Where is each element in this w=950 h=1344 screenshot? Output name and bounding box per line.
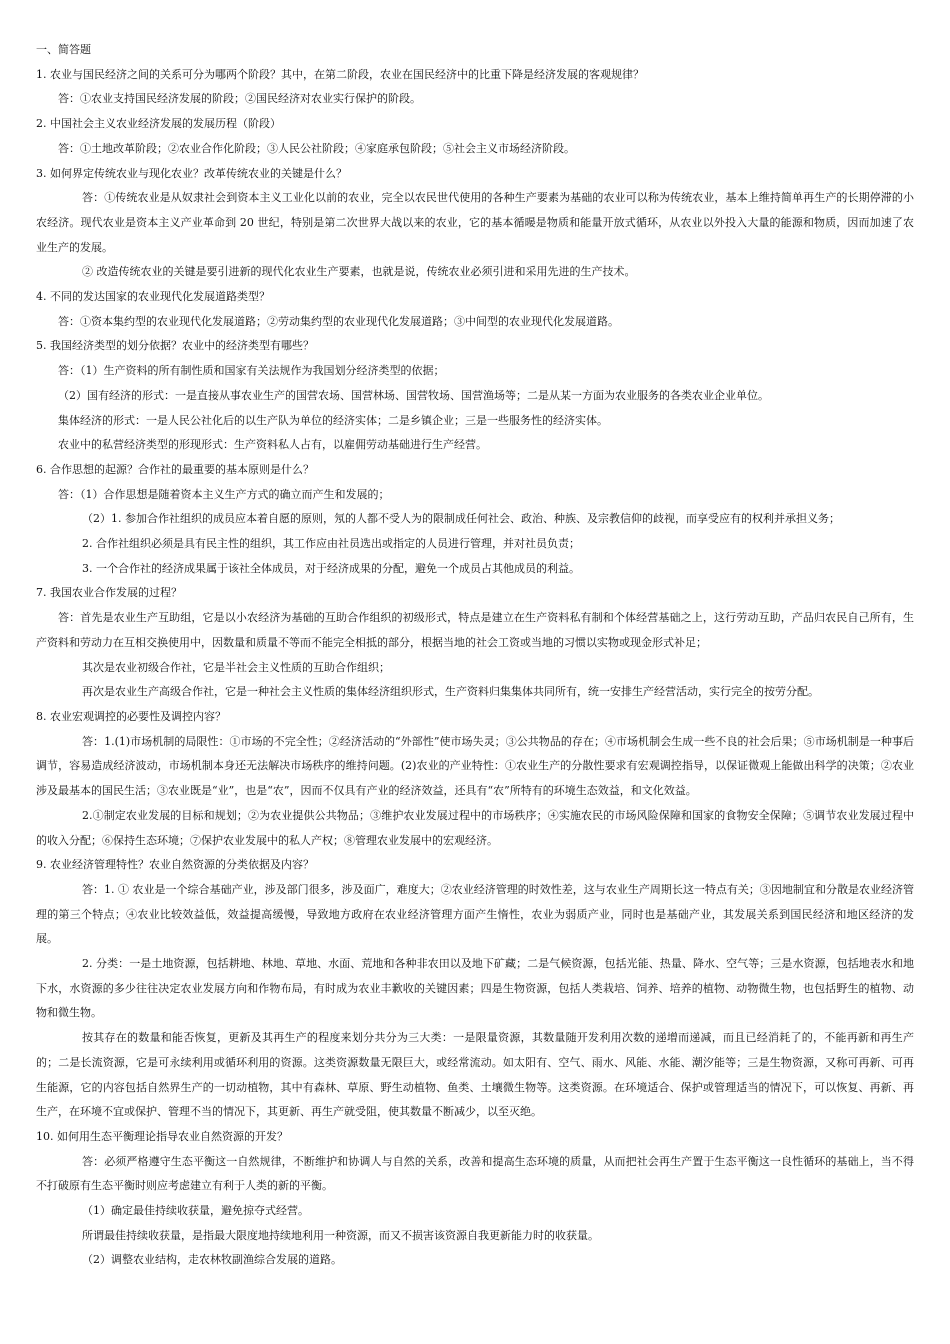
- answer-paragraph: （2）调整农业结构，走农林牧副渔综合发展的道路。: [82, 1253, 342, 1267]
- answer-paragraph: 答：1. ① 农业是一个综合基础产业，涉及部门很多，涉及面广，难度大；②农业经济管理的时效性差，这与农业生产周期长这一特点有关；③因地制宜和分散是农业经济管理的第三个特点；④农业比较效益低，效益提高缓慢，导致地方政府在农业经济管理方面产生惰性，农业为弱质产业，同时也是基础产业，其发展关系到国民经济和地区经济的发展。: [36, 882, 914, 946]
- question-line: 2. 中国社会主义农业经济发展的发展历程（阶段）: [36, 117, 281, 131]
- answer-paragraph: 答：（1）生产资料的所有制性质和国家有关法规作为我国划分经济类型的依据；: [58, 364, 445, 378]
- answer-paragraph: 2.①制定农业发展的目标和规划；②为农业提供公共物品；③维护农业发展过程中的市场秩序；④实施农民的市场风险保障和国家的食物安全保障；⑤调节农业发展过程中的收入分配；⑥保持生态环境；⑦保护农业发展中的私人产权；⑧管理农业发展中的宏观经济。: [36, 808, 914, 847]
- answer-paragraph: 所谓最佳持续收获量，是指最大限度地持续地利用一种资源，而又不损害该资源自我更新能力时的收获量。: [82, 1228, 599, 1242]
- section-heading: 一、简答题: [36, 43, 91, 56]
- document-body: [36, 38, 914, 1273]
- answer-paragraph: 答：必须严格遵守生态平衡这一自然规律，不断维护和协调人与自然的关系，改善和提高生态环境的质量，从而把社会再生产置于生态平衡这一良性循环的基础上，当不得不打破原有生态平衡时则应考虑建立有利于人类的新的平衡。: [36, 1154, 914, 1193]
- answer-paragraph: 2. 合作社组织必须是具有民主性的组织，其工作应由社员选出或指定的人员进行管理，并对社员负责；: [82, 537, 580, 551]
- question-line: 9. 农业经济管理特性？农业自然资源的分类依据及内容？: [36, 858, 314, 872]
- answer-paragraph: （2）1. 参加合作社组织的成员应本着自愿的原则，氖的人都不受人为的限制成任何社会、政治、种族、及宗教信仰的歧视，而享受应有的权利并承担义务；: [82, 512, 840, 526]
- question-line: 5. 我国经济类型的划分依据？农业中的经济类型有哪些？: [36, 339, 314, 353]
- question-line: 3. 如何界定传统农业与现化农业？改革传统农业的关键是什么？: [36, 166, 347, 180]
- answer-paragraph: 2. 分类：一是土地资源，包括耕地、林地、草地、水面、荒地和各种非农田以及地下矿藏；二是气候资源，包括光能、热量、降水、空气等；三是水资源，包括地表水和地下水，水资源的多少往往决定农业发展方向和作物布局，有时成为农业丰歉收的关键因素；四是生物资源，包括人类栽培、饲养、培养的植物、动物微生物，也包括野生的植物、动物和微生物。: [36, 957, 914, 1020]
- answer-paragraph: 答：①传统农业是从奴隶社会到资本主义工业化以前的农业，完全以农民世代使用的各种生产要素为基础的农业可以称为传统农业，基本上维持简单再生产的长期停滞的小农经济。现代农业是资本主义产业革命到 20 世纪，特别是第二次世界大战以来的农业，它的基本循暥是物质和能量开放式循环，从农业以外投入大量的能源和物质，因而加速了农业生产的发展。: [36, 191, 914, 254]
- answer-paragraph: 答：①资本集约型的农业现代化发展道路；②劳动集约型的农业现代化发展道路；③中间型的农业现代化发展道路。: [58, 314, 619, 328]
- question-line: 8. 农业宏观调控的必要性及调控内容？: [36, 709, 226, 723]
- answer-paragraph: 答：①土地改革阶段；②农业合作化阶段；③人民公社阶段；④家庭承包阶段；⑤社会主义市场经济阶段。: [58, 141, 575, 155]
- answer-paragraph: 农业中的私营经济类型的形现形式：生产资料私人占有，以雇佣劳动基础进行生产经营。: [58, 438, 487, 452]
- answer-paragraph: 答：①农业支持国民经济发展的阶段；②国民经济对农业实行保护的阶段。: [58, 92, 421, 106]
- answer-paragraph: 答：（1）合作思想是随着资本主义生产方式的确立而产生和发展的；: [58, 487, 390, 501]
- answer-paragraph: 答：1.(1)市场机制的局限性：①市场的不完全性；②经济活动的“外部性”使市场失灵；③公共物品的存在；④市场机制会生成一些不良的社会后果；⑤市场机制是一种事后调节，容易造成经济波动，市场机制本身还无法解决市场秩序的维持问题。(2)农业的产业特性：①农业生产的分散性要求有宏观调控指导，以保证微观上能做出科学的决策；②农业涉及最基本的国民生活；③农业既是“业”，也是“农”，因而不仅具有产业的经济效益，还具有“农”所特有的环境生态效益，和文化效益。: [36, 734, 914, 798]
- question-line: 7. 我国农业合作发展的过程？: [36, 586, 182, 600]
- answer-paragraph: （1）确定最佳持续收获量，避免掠夺式经营。: [82, 1204, 309, 1218]
- answer-paragraph: 其次是农业初级合作社，它是半社会主义性质的互助合作组织；: [82, 660, 390, 674]
- answer-paragraph: 答：首先是农业生产互助组，它是以小农经济为基础的互助合作组织的初级形式，特点是建立在生产资料私有制和个体经营基础之上，这行劳动互助，产品归农民自己所有，生产资料和劳动力在互相交换使用中，因数量和质量不等而不能完全相抵的部分，根据当地的社会工资或当地的习惯以实物或现金形式补足；: [36, 611, 914, 649]
- answer-paragraph: 再次是农业生产高级合作社，它是一种社会主义性质的集体经济组织形式，生产资料归集集体共同所有，统一安排生产经营活动，实行完全的按劳分配。: [82, 685, 819, 699]
- question-line: 6. 合作思想的起源？合作社的最重要的基本原则是什么？: [36, 462, 314, 476]
- answer-paragraph: 按其存在的数量和能否恢复，更新及其再生产的程度来划分共分为三大类：一是限量资源，其数量随开发利用次数的递增而递减，而且已经消耗了的，不能再新和再生产的；二是长流资源，它是可永续利用或循环利用的资源。这类资源数量无限巨大，或经常流动。如太阳有、空气、雨水、风能、水能、潮汐能等；三是生物资源，又称可再新、可再生能源，它的内容包括自然界生产的一切动植物，其中有森林、草原、野生动植物、鱼类、土壤微生物等。这类资源。在环境适合、保护或管理适当的情况下，可以恢复、再新、再生产，在环境不宜或保护、管理不当的情况下，其更新、再生产就受阻，使其数量不断减少，以至灭绝。: [36, 1031, 914, 1119]
- question-line: 1. 农业与国民经济之间的关系可分为哪两个阶段？其中，在第二阶段，农业在国民经济中的比重下降是经济发展的客观规律？: [36, 67, 644, 81]
- answer-paragraph: 集体经济的形式：一是人民公社化后的以生产队为单位的经济实体；二是乡镇企业；三是一些服务性的经济实体。: [58, 413, 608, 427]
- answer-paragraph: （2）国有经济的形式：一是直接从事农业生产的国营农场、国营林场、国营牧场、国营渔场等；二是从某一方面为农业服务的各类农业企业单位。: [58, 388, 769, 402]
- answer-paragraph: ② 改造传统农业的关键是要引进新的现代化农业生产要素，也就是说，传统农业必须引进和采用先进的生产技术。: [82, 265, 636, 279]
- question-line: 10. 如何用生态平衡理论指导农业自然资源的开发？: [36, 1129, 288, 1143]
- question-line: 4. 不同的发达国家的农业现代化发展道路类型？: [36, 290, 270, 304]
- answer-paragraph: 3. 一个合作社的经济成果属于该社全体成员，对于经济成果的分配，避免一个成员占其他成员的利益。: [82, 561, 580, 575]
